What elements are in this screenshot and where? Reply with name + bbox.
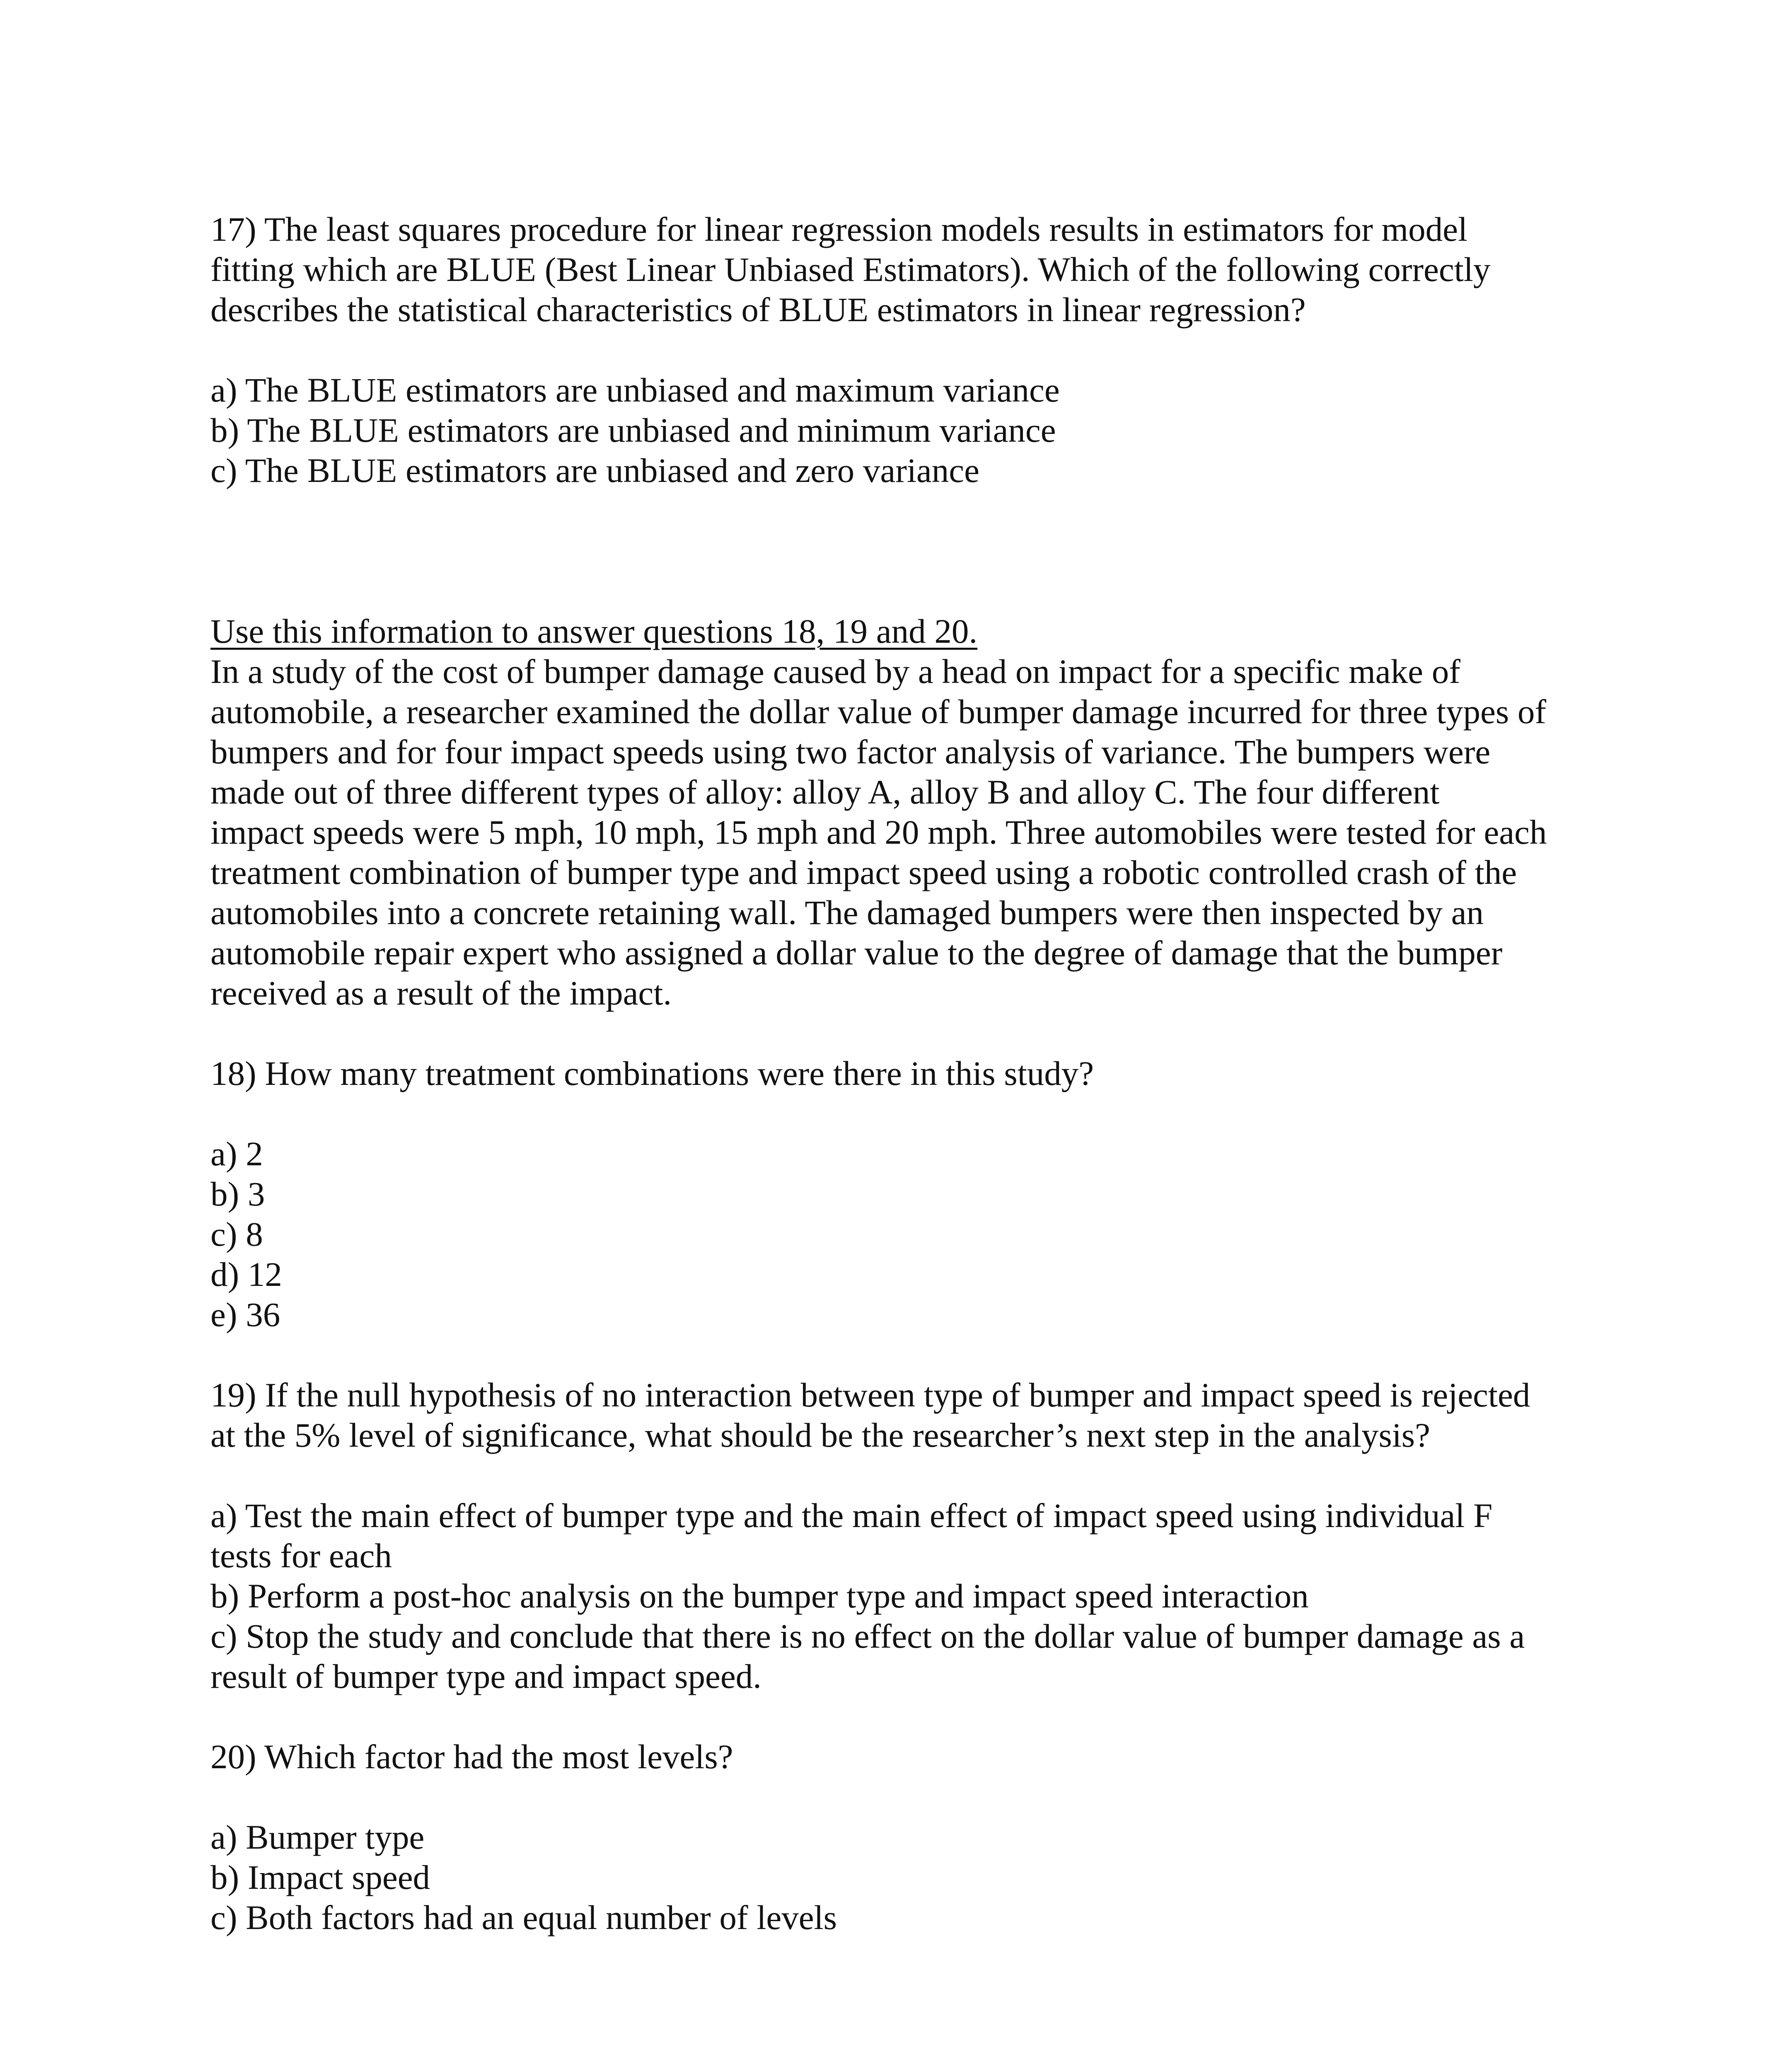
spacer bbox=[210, 1697, 1582, 1737]
question-17-option-c: c) The BLUE estimators are unbiased and zero variance bbox=[210, 451, 979, 489]
question-17-stem-line: fitting which are BLUE (Best Linear Unbiased Estimators). Which of the following correctly bbox=[210, 250, 1491, 288]
question-20 bbox=[210, 1737, 1582, 1938]
question-19-option-a: a) Test the main effect of bumper type and the main effect of impact speed using individual F bbox=[210, 1496, 1493, 1535]
document-body bbox=[210, 209, 1582, 1938]
info-paragraph-line: automobile, a researcher examined the dollar value of bumper damage incurred for three types of bbox=[210, 692, 1547, 731]
question-20-option-c: c) Both factors had an equal number of levels bbox=[210, 1898, 837, 1936]
spacer bbox=[210, 1777, 1582, 1817]
question-20-stem-line: 20) Which factor had the most levels? bbox=[210, 1738, 733, 1776]
question-17-option-b: b) The BLUE estimators are unbiased and minimum variance bbox=[210, 411, 1056, 449]
question-18-option-e: e) 36 bbox=[210, 1295, 280, 1334]
spacer bbox=[210, 330, 1582, 370]
question-20-option-a: a) Bumper type bbox=[210, 1818, 425, 1856]
question-17-stem-line: 17) The least squares procedure for linear regression models results in estimators for model bbox=[210, 210, 1467, 248]
question-19-option-c-continued: result of bumper type and impact speed. bbox=[210, 1657, 762, 1695]
info-paragraph-line: impact speeds were 5 mph, 10 mph, 15 mph and 20 mph. Three automobiles were tested for each bbox=[210, 813, 1547, 851]
question-17 bbox=[210, 209, 1582, 491]
question-18-option-b: b) 3 bbox=[210, 1175, 265, 1213]
question-19-stem-line: at the 5% level of significance, what should be the researcher’s next step in the analysis? bbox=[210, 1416, 1430, 1454]
spacer bbox=[210, 1094, 1582, 1134]
question-19-option-a-continued: tests for each bbox=[210, 1537, 392, 1575]
question-18-option-d: d) 12 bbox=[210, 1255, 282, 1293]
question-18-option-c: c) 8 bbox=[210, 1215, 263, 1253]
question-17-option-a: a) The BLUE estimators are unbiased and maximum variance bbox=[210, 371, 1060, 409]
question-18-stem-line: 18) How many treatment combinations were there in this study? bbox=[210, 1054, 1094, 1092]
spacer bbox=[210, 1335, 1582, 1375]
question-18 bbox=[210, 1053, 1582, 1335]
question-18-option-a: a) 2 bbox=[210, 1135, 263, 1173]
spacer bbox=[210, 1455, 1582, 1496]
question-19-option-c: c) Stop the study and conclude that there is no effect on the dollar value of bumper damage as a bbox=[210, 1617, 1525, 1655]
info-paragraph-line: received as a result of the impact. bbox=[210, 974, 672, 1012]
spacer bbox=[210, 1013, 1582, 1053]
info-block bbox=[210, 611, 1582, 1013]
question-17-stem-line: describes the statistical characteristics of BLUE estimators in linear regression? bbox=[210, 290, 1306, 329]
question-19-stem-line: 19) If the null hypothesis of no interaction between type of bumper and impact speed is rejected bbox=[210, 1376, 1530, 1414]
info-paragraph-line: In a study of the cost of bumper damage caused by a head on impact for a specific make of bbox=[210, 652, 1460, 690]
question-19 bbox=[210, 1375, 1582, 1697]
spacer bbox=[210, 491, 1582, 611]
info-paragraph-line: treatment combination of bumper type and impact speed using a robotic controlled crash of the bbox=[210, 853, 1517, 891]
question-20-option-b: b) Impact speed bbox=[210, 1858, 430, 1896]
info-heading: Use this information to answer questions 18, 19 and 20. bbox=[210, 612, 978, 650]
info-paragraph-line: bumpers and for four impact speeds using two factor analysis of variance. The bumpers were bbox=[210, 733, 1491, 771]
info-paragraph-line: automobiles into a concrete retaining wall. The damaged bumpers were then inspected by an bbox=[210, 893, 1484, 932]
info-paragraph-line: made out of three different types of alloy: alloy A, alloy B and alloy C. The four different bbox=[210, 773, 1440, 811]
info-paragraph-line: automobile repair expert who assigned a dollar value to the degree of damage that the bumper bbox=[210, 934, 1503, 972]
question-19-option-b: b) Perform a post-hoc analysis on the bumper type and impact speed interaction bbox=[210, 1577, 1309, 1615]
